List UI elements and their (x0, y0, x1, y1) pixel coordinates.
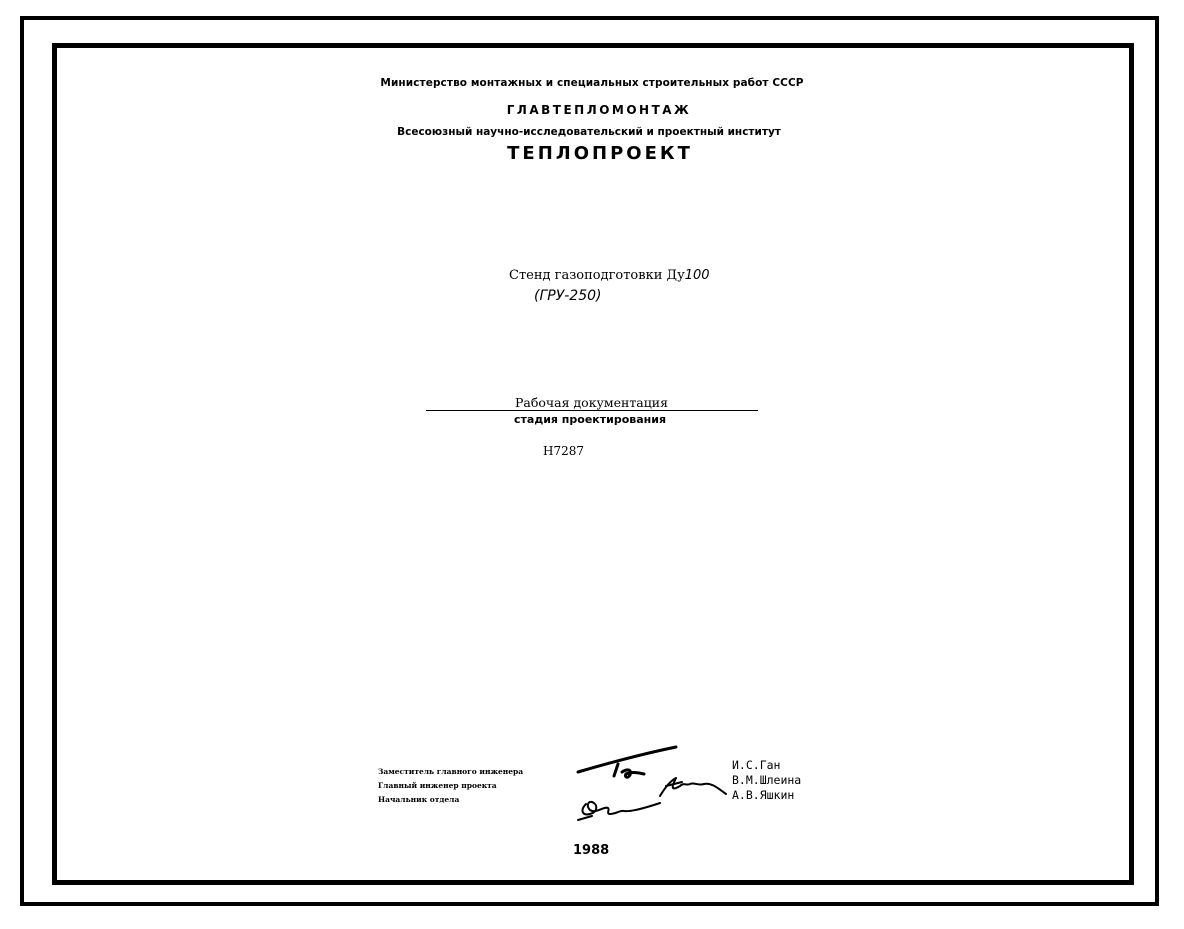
ministry-line: Министерство монтажных и специальных строительных работ СССР (380, 77, 804, 89)
approval-role: Начальник отдела (378, 795, 460, 804)
signature-gan (578, 747, 676, 777)
institute-name: ТЕПЛОПРОЕКТ (507, 143, 693, 164)
doc-type-rule (426, 410, 758, 411)
signature-shleina (660, 778, 726, 796)
approval-role: Главный инженер проекта (378, 781, 497, 790)
approval-name: А.В.Яшкин (732, 788, 795, 802)
doc-stage: стадия проектирования (514, 413, 667, 426)
main-org-line: ГЛАВТЕПЛОМОНТАЖ (506, 103, 692, 117)
year: 1988 (573, 843, 610, 858)
approval-role: Заместитель главного инженера (378, 767, 524, 776)
doc-code: Н7287 (543, 444, 585, 458)
signature-yashkin (578, 802, 660, 820)
document-title-text: Стенд газоподготовки Ду (509, 268, 685, 283)
doc-type: Рабочая документация (515, 395, 668, 410)
document-title (509, 268, 710, 283)
approval-name: В.М.Шлеина (732, 773, 802, 787)
document-title-handwritten: 100 (684, 268, 710, 283)
approval-names (732, 758, 801, 803)
approval-name: И.С.Ган (732, 758, 781, 772)
approval-roles (378, 765, 523, 807)
document-subtitle: (ГРУ-250) (534, 288, 602, 304)
institute-line: Всесоюзный научно-исследовательский и проектный институт (397, 126, 781, 138)
